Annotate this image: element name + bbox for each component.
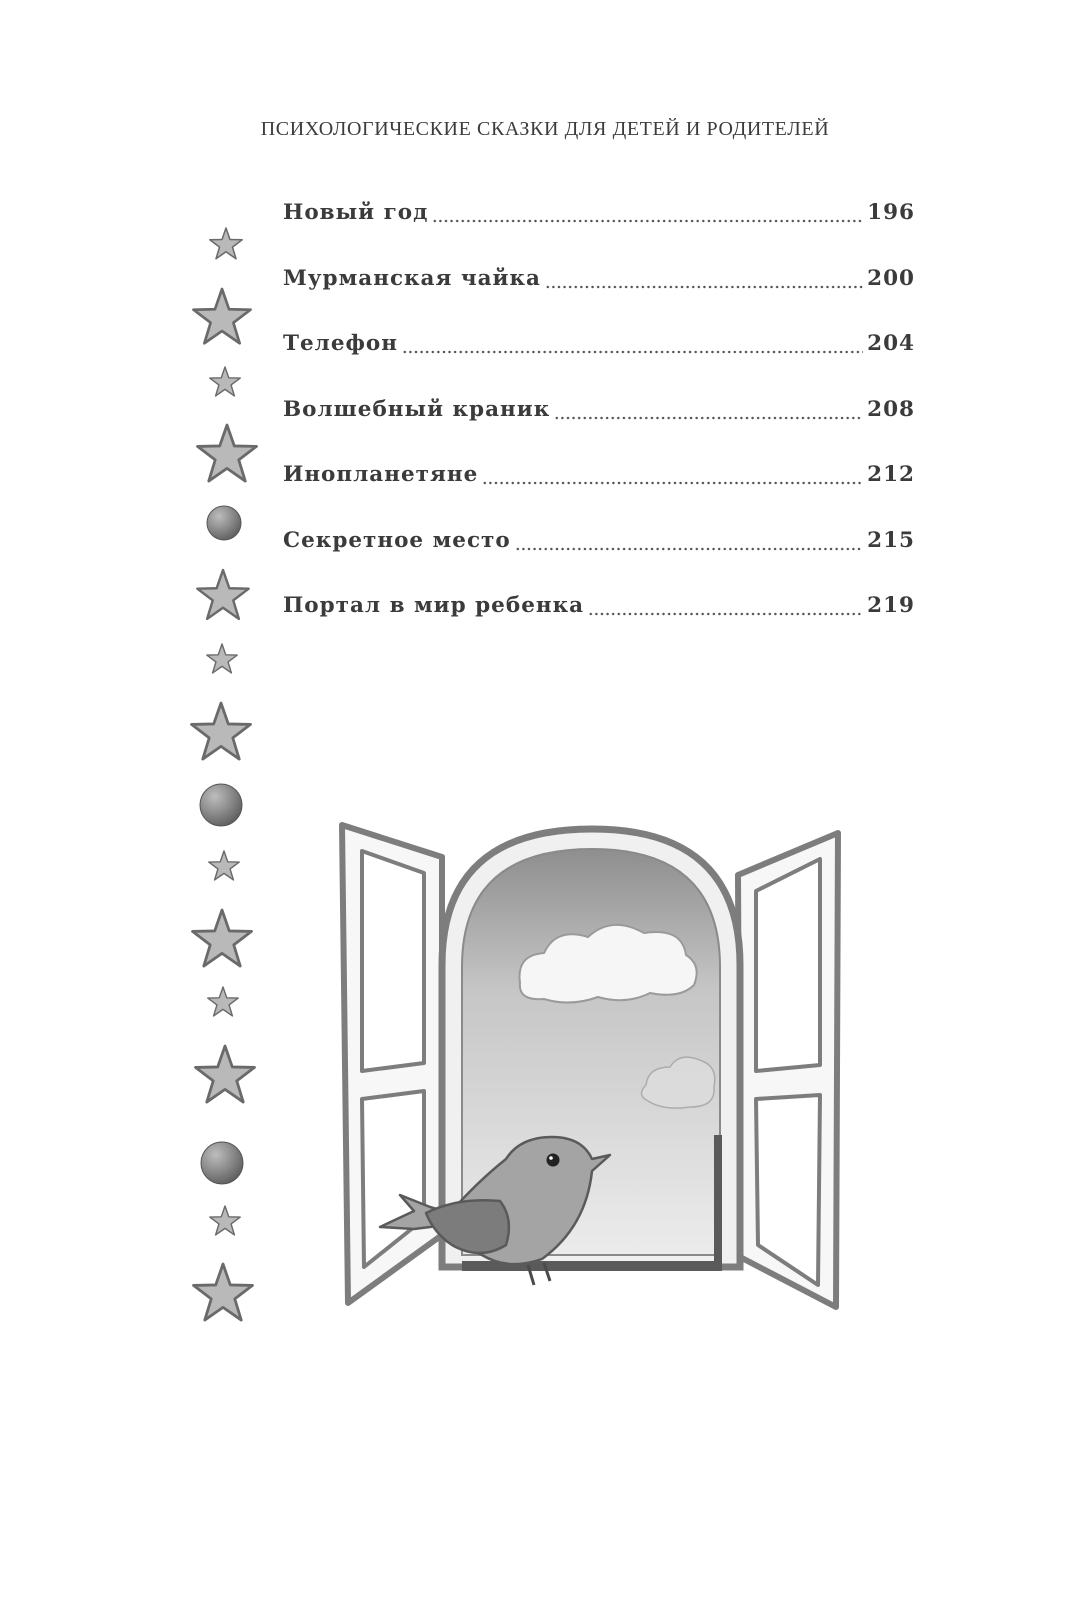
toc-entry[interactable] — [283, 528, 915, 594]
toc-entry-title: Портал в мир ребенка — [283, 593, 585, 618]
star-icon — [210, 228, 242, 259]
circle-bead-icon — [201, 1142, 243, 1184]
left-shutter — [342, 825, 442, 1303]
star-icon — [197, 570, 248, 619]
star-icon — [208, 987, 238, 1016]
toc-entry-page: 196 — [867, 200, 915, 225]
toc-entry-title: Новый год — [283, 200, 429, 225]
star-icon — [209, 851, 239, 880]
toc-entry-title: Мурманская чайка — [283, 265, 541, 291]
star-icon — [196, 1046, 255, 1102]
toc-entry[interactable] — [283, 200, 915, 266]
toc-leader-dots — [482, 462, 863, 486]
running-head: ПСИХОЛОГИЧЕСКИЕ СКАЗКИ ДЛЯ ДЕТЕЙ И РОДИТЕЛЕЙ — [260, 118, 830, 140]
star-icon — [210, 1206, 240, 1235]
toc-entry-title: Телефон — [283, 331, 398, 356]
star-icon — [207, 644, 237, 673]
toc-entry-page: 200 — [867, 265, 915, 291]
stars-ornament-column — [180, 215, 270, 1345]
toc-entry-page: 215 — [867, 527, 915, 553]
toc-entry-page: 204 — [867, 331, 915, 356]
toc-entry-page: 219 — [867, 593, 915, 618]
right-shutter — [738, 833, 838, 1307]
star-icon — [193, 910, 252, 966]
toc-entry-title: Волшебный краник — [283, 396, 551, 422]
circle-bead-icon — [207, 506, 241, 540]
toc-entry-page: 212 — [867, 462, 915, 487]
star-icon — [210, 367, 240, 396]
toc-leader-dots — [402, 331, 863, 355]
toc-leader-dots — [432, 200, 863, 224]
toc-entry-title: Инопланетяне — [283, 462, 479, 487]
toc-entry-title: Секретное место — [283, 527, 511, 553]
toc-entry[interactable] — [283, 266, 915, 332]
window-with-bird-icon — [330, 815, 850, 1355]
star-icon — [193, 289, 250, 343]
star-icon — [192, 703, 251, 759]
toc-entry[interactable] — [283, 593, 915, 659]
table-of-contents — [283, 200, 915, 659]
toc-leader-dots — [554, 397, 863, 421]
toc-entry[interactable] — [283, 462, 915, 528]
circle-bead-icon — [200, 784, 242, 826]
toc-entry[interactable] — [283, 397, 915, 463]
toc-leader-dots — [515, 528, 863, 552]
toc-entry[interactable] — [283, 331, 915, 397]
star-icon — [194, 1264, 253, 1320]
toc-entry-page: 208 — [867, 396, 915, 422]
star-icon — [198, 425, 257, 481]
toc-leader-dots — [588, 593, 863, 617]
toc-leader-dots — [545, 266, 863, 290]
